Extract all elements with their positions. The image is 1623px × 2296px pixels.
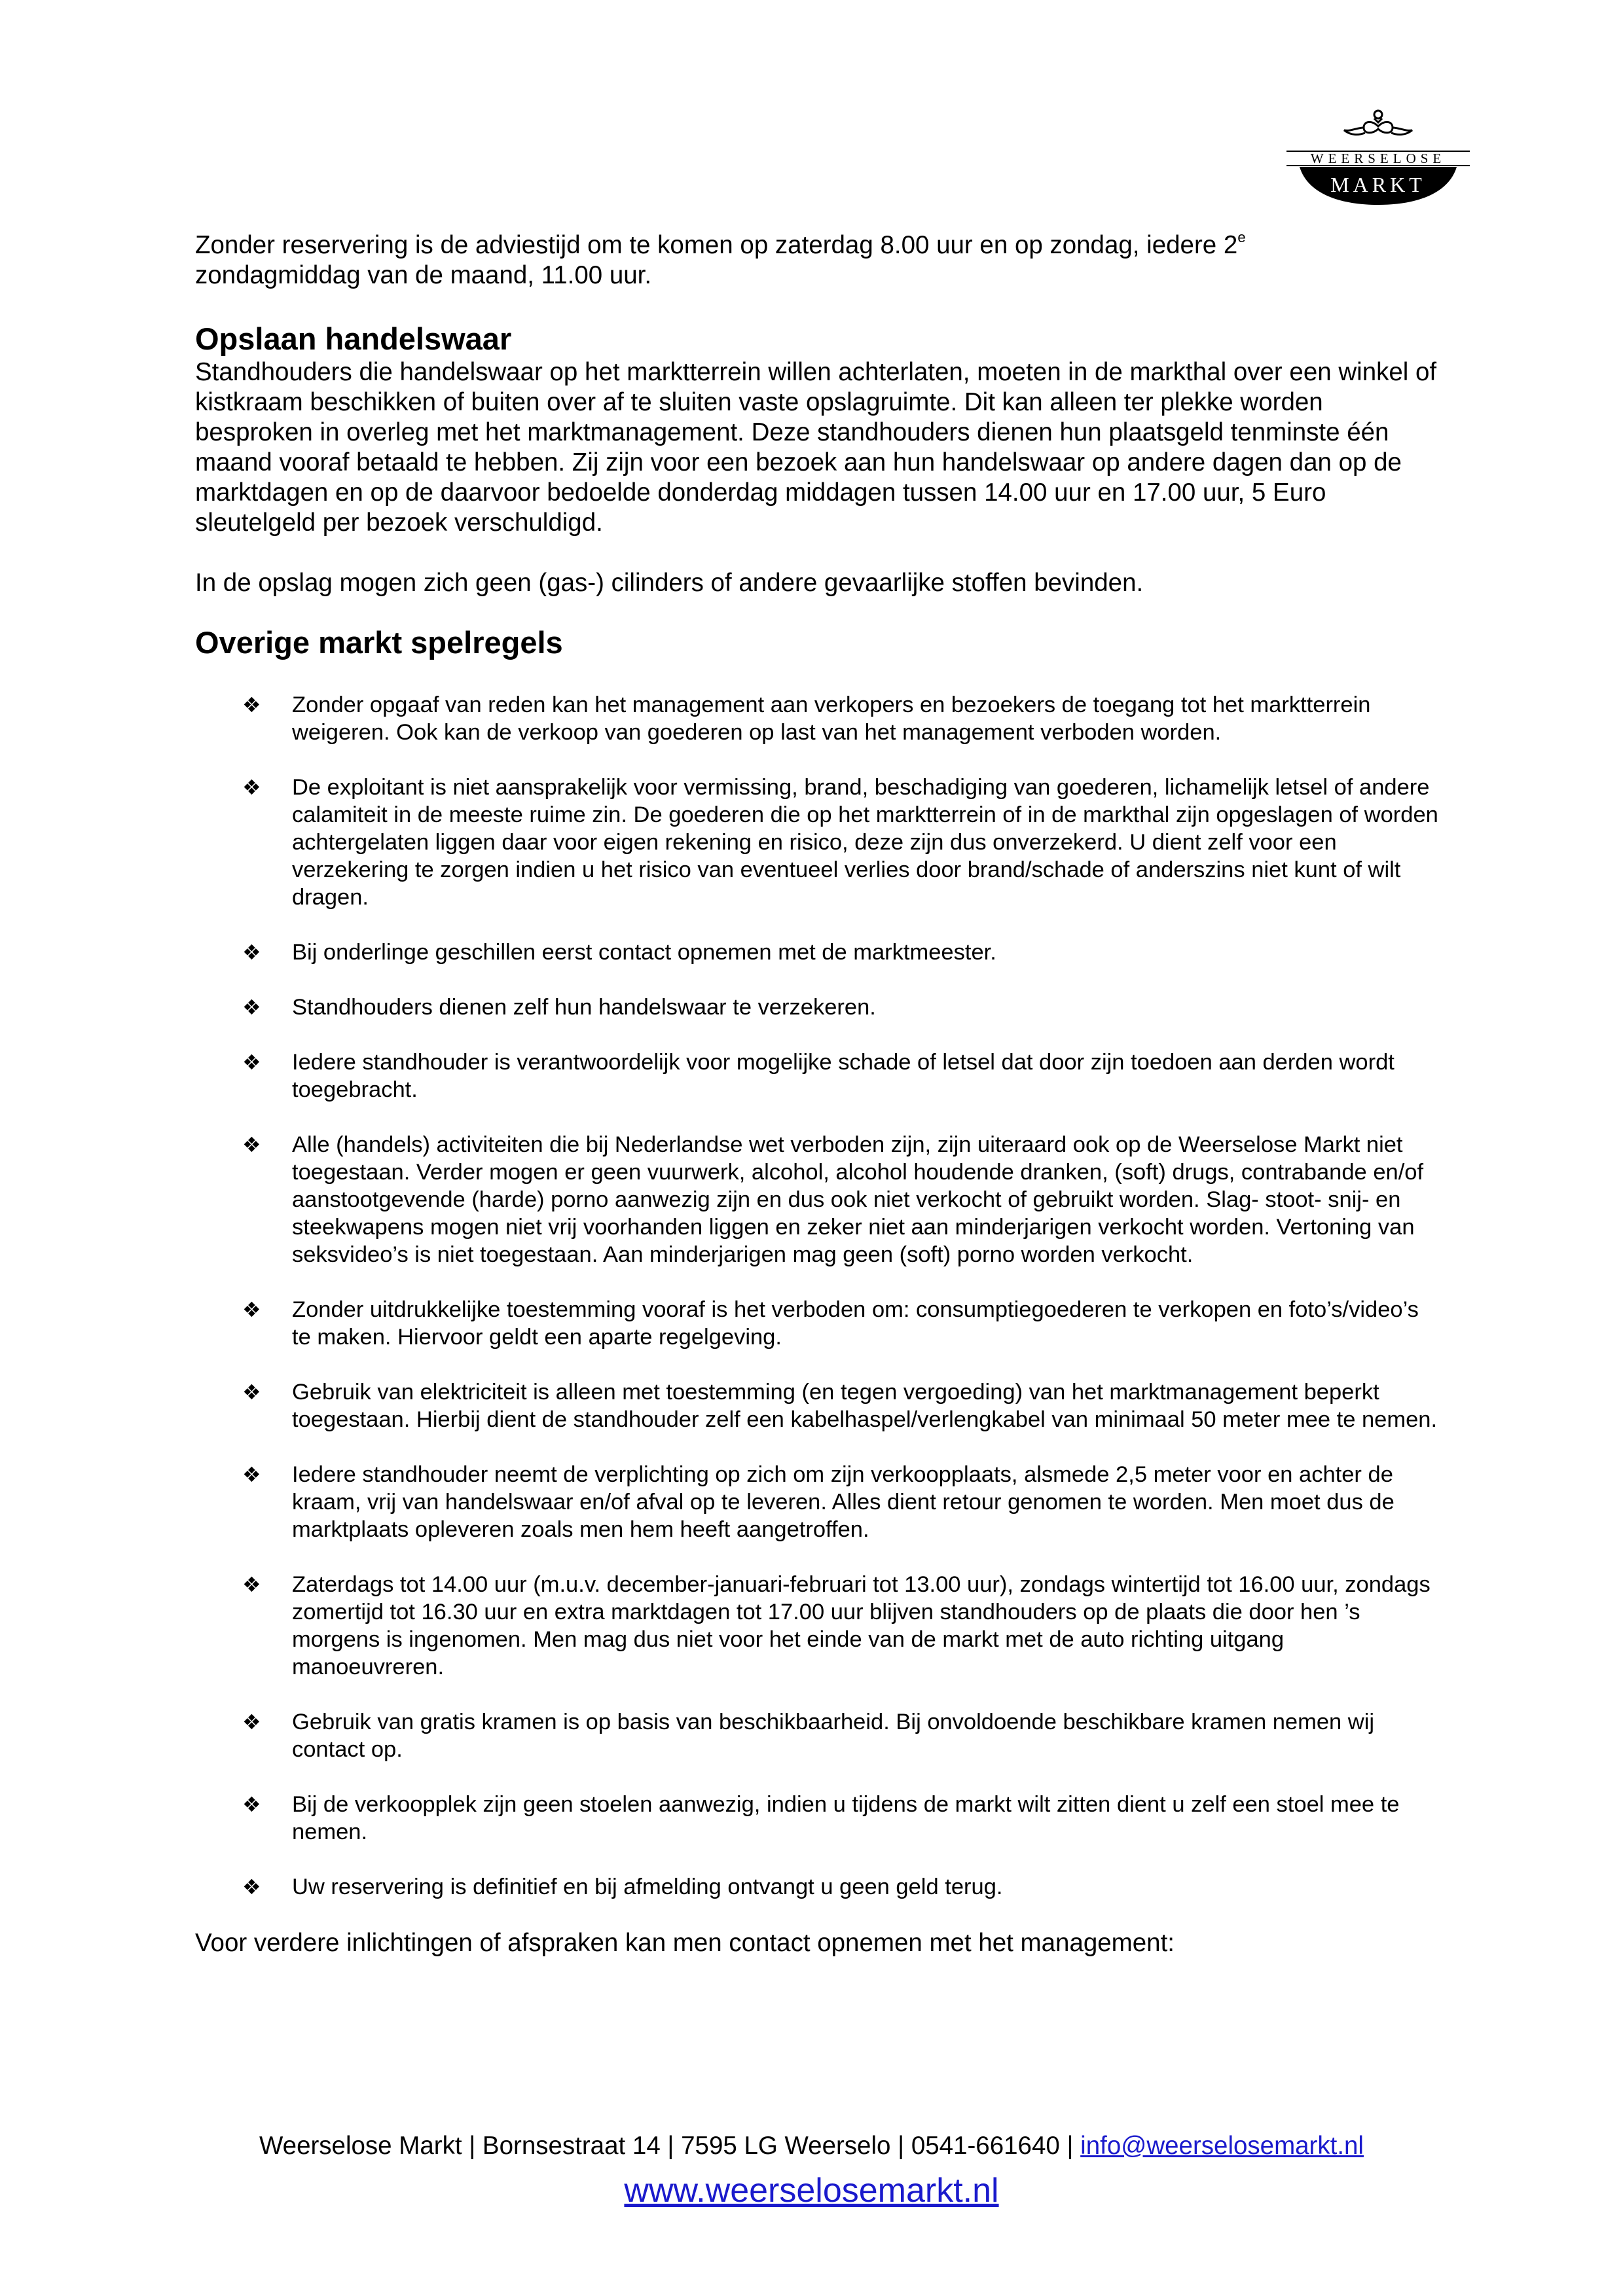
rule-item xyxy=(195,774,1439,911)
document-body xyxy=(195,230,1439,1958)
intro-superscript: e xyxy=(1237,229,1246,245)
bullet-diamond-icon: ❖ xyxy=(242,1875,261,1899)
bullet-diamond-icon: ❖ xyxy=(242,1463,261,1486)
rule-text: Alle (handels) activiteiten die bij Nederlandse wet verboden zijn, zijn uiteraard ook op de Weerselose Markt niet toegestaan. Verder mogen er geen vuurwerk, alcohol, alcohol houdende dranken, (soft) drugs, contrabande en/of aanstootgevende (harde) porno aanwezig zijn en dus ook niet verkocht of gebruikt worden. Slag- stoot- snij- en steekwapens mogen niet vrij voorhanden liggen en zeker niet aan minderjarigen verkocht worden. Vertoning van seksvideo’s is niet toegestaan. Aan minderjarigen mag geen (soft) porno worden verkocht. xyxy=(292,1132,1424,1267)
bullet-diamond-icon: ❖ xyxy=(242,1573,261,1596)
rule-item xyxy=(195,1708,1439,1763)
intro-paragraph xyxy=(195,230,1439,291)
rule-item xyxy=(195,1461,1439,1543)
rule-item xyxy=(195,1131,1439,1268)
rule-text: Bij de verkoopplek zijn geen stoelen aanwezig, indien u tijdens de markt wilt zitten dient u zelf een stoel mee te nemen. xyxy=(292,1792,1400,1844)
rule-text: Iedere standhouder is verantwoordelijk voor mogelijke schade of letsel dat door zijn toedoen aan derden wordt toegebracht. xyxy=(292,1050,1395,1102)
intro-text-start: Zonder reservering is de adviestijd om te komen op zaterdag 8.00 uur en op zondag, iedere 2 xyxy=(195,231,1238,259)
bullet-diamond-icon: ❖ xyxy=(242,1710,261,1734)
bullet-diamond-icon: ❖ xyxy=(242,941,261,964)
storage-heading: Opslaan handelswaar xyxy=(195,321,512,356)
rule-text: Bij onderlinge geschillen eerst contact opnemen met de marktmeester. xyxy=(292,940,996,965)
logo-top-text: WEERSELOSE xyxy=(1310,151,1446,166)
rule-text: Uw reservering is definitief en bij afmelding ontvangt u geen geld terug. xyxy=(292,1874,1003,1899)
bullet-diamond-icon: ❖ xyxy=(242,1133,261,1157)
rule-item xyxy=(195,1296,1439,1351)
footer-address-text: Weerselose Markt | Bornsestraat 14 | 7595 LG Weerselo | 0541-661640 | xyxy=(259,2132,1081,2160)
footer-email-link[interactable]: info@weerselosemarkt.nl xyxy=(1080,2132,1364,2160)
bullet-diamond-icon: ❖ xyxy=(242,1298,261,1321)
rule-item xyxy=(195,1873,1439,1901)
logo-bottom-text: MARKT xyxy=(1330,173,1426,196)
closing-paragraph: Voor verdere inlichtingen of afspraken kan men contact opnemen met het management: xyxy=(195,1929,1175,1957)
intro-text-end: zondagmiddag van de maand, 11.00 uur. xyxy=(195,261,652,289)
logo-emblem xyxy=(1280,101,1476,219)
bullet-diamond-icon: ❖ xyxy=(242,1050,261,1074)
rule-text: De exploitant is niet aansprakelijk voor vermissing, brand, beschadiging van goederen, lichamelijk letsel of andere calamiteit in de meeste ruime zin. De goederen die op het marktterrein of in de markthal zijn opgeslagen of worden achtergelaten liggen daar voor eigen rekening en risico, deze zijn dus onverzekerd. U dient zelf voor een verzekering te zorgen indien u het risico van eventueel verlies door brand/schade of anderszins niet kunt of wilt dragen. xyxy=(292,775,1438,910)
footer-address xyxy=(0,2131,1623,2161)
footer-website-link[interactable]: www.weerselosemarkt.nl xyxy=(624,2172,999,2210)
rule-item xyxy=(195,1378,1439,1433)
rules-list xyxy=(195,691,1439,1901)
rule-text: Gebruik van gratis kramen is op basis van beschikbaarheid. Bij onvoldoende beschikbare kramen nemen wij contact op. xyxy=(292,1710,1375,1762)
storage-warning-paragraph: In de opslag mogen zich geen (gas-) cilinders of andere gevaarlijke stoffen bevinden. xyxy=(195,569,1144,597)
rule-text: Zonder opgaaf van reden kan het management aan verkopers en bezoekers de toegang tot het marktterrein weigeren. Ook kan de verkoop van goederen op last van het management verboden worden. xyxy=(292,692,1371,745)
rule-text: Standhouders dienen zelf hun handelswaar te verzekeren. xyxy=(292,995,876,1020)
rule-text: Iedere standhouder neemt de verplichting op zich om zijn verkoopplaats, alsmede 2,5 meter voor en achter de kraam, vrij van handelswaar en/of afval op te leveren. Alles dient retour genomen te worden. Men moet dus de marktplaats opleveren zoals men hem heeft aangetroffen. xyxy=(292,1462,1395,1542)
weerselose-markt-logo xyxy=(1280,101,1476,219)
rule-text: Gebruik van elektriciteit is alleen met toestemming (en tegen vergoeding) van het marktmanagement beperkt toegestaan. Hierbij dient de standhouder zelf een kabelhaspel/verlengkabel van minimaal 50 meter mee te nemen. xyxy=(292,1380,1438,1432)
bullet-diamond-icon: ❖ xyxy=(242,1380,261,1404)
storage-paragraph: Standhouders die handelswaar op het marktterrein willen achterlaten, moeten in de markthal over een winkel of kistkraam beschikken of buiten over af te sluiten vaste opslagruimte. Dit kan alleen ter plekke worden besproken in overleg met het marktmanagement. Deze standhouders dienen hun plaatsgeld tenminste één maand vooraf betaald te hebben. Zij zijn voor een bezoek aan hun handelswaar op andere dagen dan op de marktdagen en op de daarvoor bedoelde donderdag middagen tussen 14.00 uur en 17.00 uur, 5 Euro sleutelgeld per bezoek verschuldigd. xyxy=(195,358,1437,537)
bullet-diamond-icon: ❖ xyxy=(242,776,261,799)
rule-item xyxy=(195,691,1439,746)
rule-item xyxy=(195,1571,1439,1681)
rule-item xyxy=(195,1791,1439,1846)
rule-item xyxy=(195,1049,1439,1103)
rule-text: Zaterdags tot 14.00 uur (m.u.v. december-januari-februari tot 13.00 uur), zondags wintertijd tot 16.00 uur, zondags zomertijd tot 16.30 uur en extra marktdagen tot 17.00 uur blijven standhouders op de plaats die door hen ’s morgens is ingenomen. Men mag dus niet voor het einde van de markt met de auto richting uitgang manoeuvreren. xyxy=(292,1572,1431,1679)
rule-text: Zonder uitdrukkelijke toestemming vooraf is het verboden om: consumptiegoederen te verkopen en foto’s/video’s te maken. Hiervoor geldt een aparte regelgeving. xyxy=(292,1297,1419,1350)
bullet-diamond-icon: ❖ xyxy=(242,1793,261,1816)
bullet-diamond-icon: ❖ xyxy=(242,996,261,1019)
rule-item xyxy=(195,939,1439,966)
rule-item xyxy=(195,994,1439,1021)
bullet-diamond-icon: ❖ xyxy=(242,693,261,717)
rules-heading: Overige markt spelregels xyxy=(195,625,563,660)
